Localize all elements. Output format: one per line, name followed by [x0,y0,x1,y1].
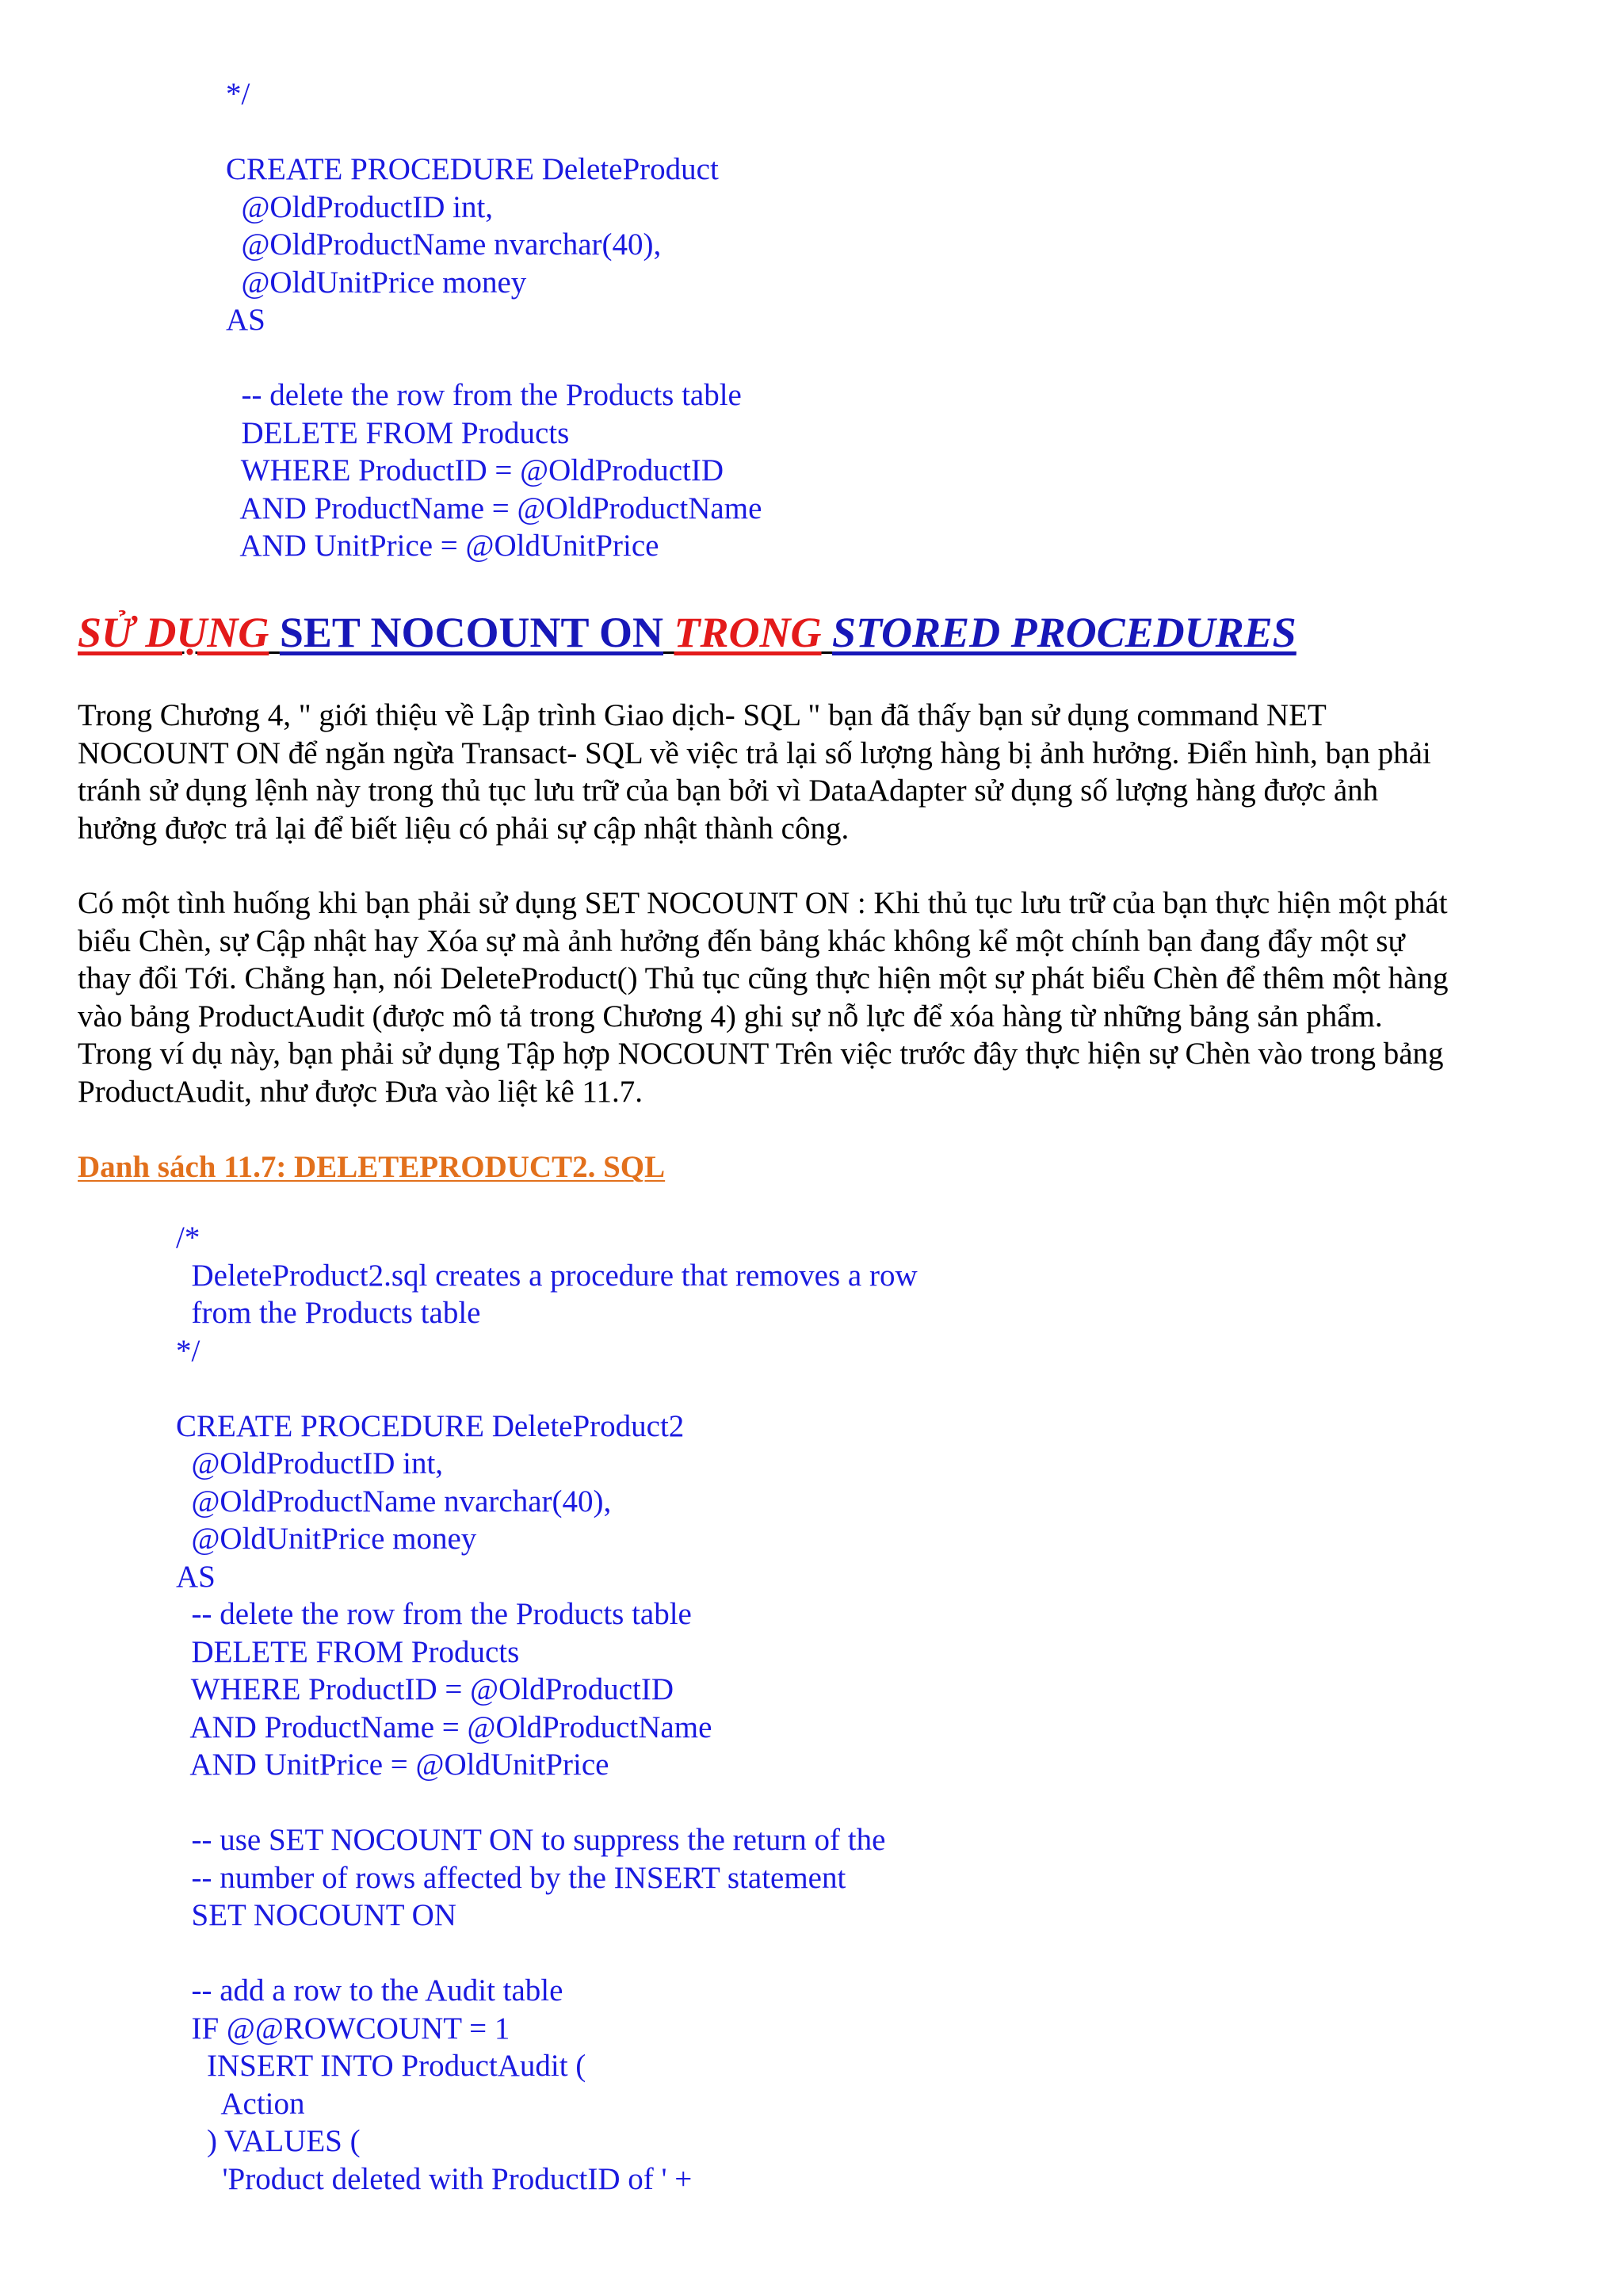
code-line [176,1784,918,1822]
code-line: WHERE ProductID = @OldProductID [226,453,724,487]
text-line: Có một tình huống khi bạn phải sử dụng SET NOCOUNT ON : Khi thủ tục lưu trữ của bạn thực hiện một phát [78,886,1448,920]
code-line: @OldProductName nvarchar(40), [176,1484,612,1519]
code-line: DELETE FROM Products [176,1634,520,1669]
code-line: @OldUnitPrice money [176,1522,477,1556]
code-line: @OldProductID int, [176,1446,444,1480]
text-line: NOCOUNT ON để ngăn ngừa Transact- SQL về việc trả lại số lượng hàng bị ảnh hưởng. Điển hình, bạn phải [78,735,1431,770]
code-line: @OldProductName nvarchar(40), [226,227,662,262]
code-line: DELETE FROM Products [226,415,570,450]
code-line: @OldProductID int, [226,189,494,224]
code-line: AND UnitPrice = @OldUnitPrice [226,529,659,563]
code-line: INSERT INTO ProductAudit ( [176,2049,586,2083]
code-line: DeleteProduct2.sql creates a procedure that removes a row [176,1258,918,1293]
code-line: IF @@ROWCOUNT = 1 [176,2011,510,2046]
text-line: Trong ví dụ này, bạn phải sử dụng Tập hợp NOCOUNT Trên việc trước đây thực hiện sự Chèn vào trong bảng [78,1037,1444,1071]
code-block-delete-product2 [176,1219,918,2198]
text-line: tránh sử dụng lệnh này trong thủ tục lưu trữ của bạn bởi vì DataAdapter sử dụng số lượng hàng được ảnh [78,774,1379,808]
code-line [176,1370,918,1408]
code-line: -- delete the row from the Products table [176,1597,692,1631]
code-line: from the Products table [176,1296,481,1330]
text-line: ProductAudit, như được Đưa vào liệt kê 11.7. [78,1074,643,1109]
code-block-delete-product [226,75,762,565]
code-line: AS [176,1559,216,1594]
heading-part-trong: TRONG [674,609,822,656]
text-line: biểu Chèn, sự Cập nhật hay Xóa sự mà ảnh hưởng đến bảng khác không kể một chính bạn đang đẩy một sự [78,923,1405,958]
code-line: SET NOCOUNT ON [176,1898,456,1932]
code-line: */ [176,1333,200,1368]
heading-part-su-dung: SỬ DỤNG [78,609,269,656]
code-line: CREATE PROCEDURE DeleteProduct2 [176,1408,685,1443]
code-line: @OldUnitPrice money [226,265,527,300]
code-line: AND ProductName = @OldProductName [226,491,762,525]
listing-title: Danh sách 11.7: DELETEPRODUCT2. SQL [78,1150,666,1184]
code-line: 'Product deleted with ProductID of ' + [176,2161,693,2196]
text-line: Trong Chương 4, " giới thiệu về Lập trình Giao dịch- SQL " bạn đã thấy bạn sử dụng command NET [78,698,1327,732]
body-paragraph-2 [78,884,1448,1110]
code-line: AND ProductName = @OldProductName [176,1710,712,1744]
code-line: AND UnitPrice = @OldUnitPrice [176,1748,609,1782]
code-line: CREATE PROCEDURE DeleteProduct [226,152,719,186]
code-line: AS [226,303,265,337]
body-paragraph-1 [78,697,1431,847]
text-line: hưởng được trả lại để biết liệu có phải sự cập nhật thành công. [78,811,850,846]
text-line: thay đổi Tới. Chẳng hạn, nói DeleteProduct() Thủ tục cũng thực hiện một sự phát biểu Chèn để thêm một hàng [78,961,1449,995]
code-line: */ [226,77,250,111]
code-line: -- use SET NOCOUNT ON to suppress the return of the [176,1823,886,1857]
code-line [226,339,762,377]
code-line: WHERE ProductID = @OldProductID [176,1672,674,1706]
code-line: -- add a row to the Audit table [176,1973,563,2008]
code-line: -- delete the row from the Products table [226,378,742,412]
code-line [226,113,762,151]
text-line: vào bảng ProductAudit (được mô tả trong Chương 4) ghi sự nỗ lực để xóa hàng từ những bảng sản phẩm. [78,999,1383,1033]
code-line [176,1935,918,1973]
code-line: /* [176,1221,200,1255]
code-line: Action [176,2086,305,2121]
code-line: ) VALUES ( [176,2124,361,2158]
heading-part-stored-procedures: STORED PROCEDURES [832,609,1296,656]
section-heading [78,607,1296,658]
heading-part-set-nocount: SET NOCOUNT ON [279,609,664,656]
code-line: -- number of rows affected by the INSERT statement [176,1860,846,1895]
